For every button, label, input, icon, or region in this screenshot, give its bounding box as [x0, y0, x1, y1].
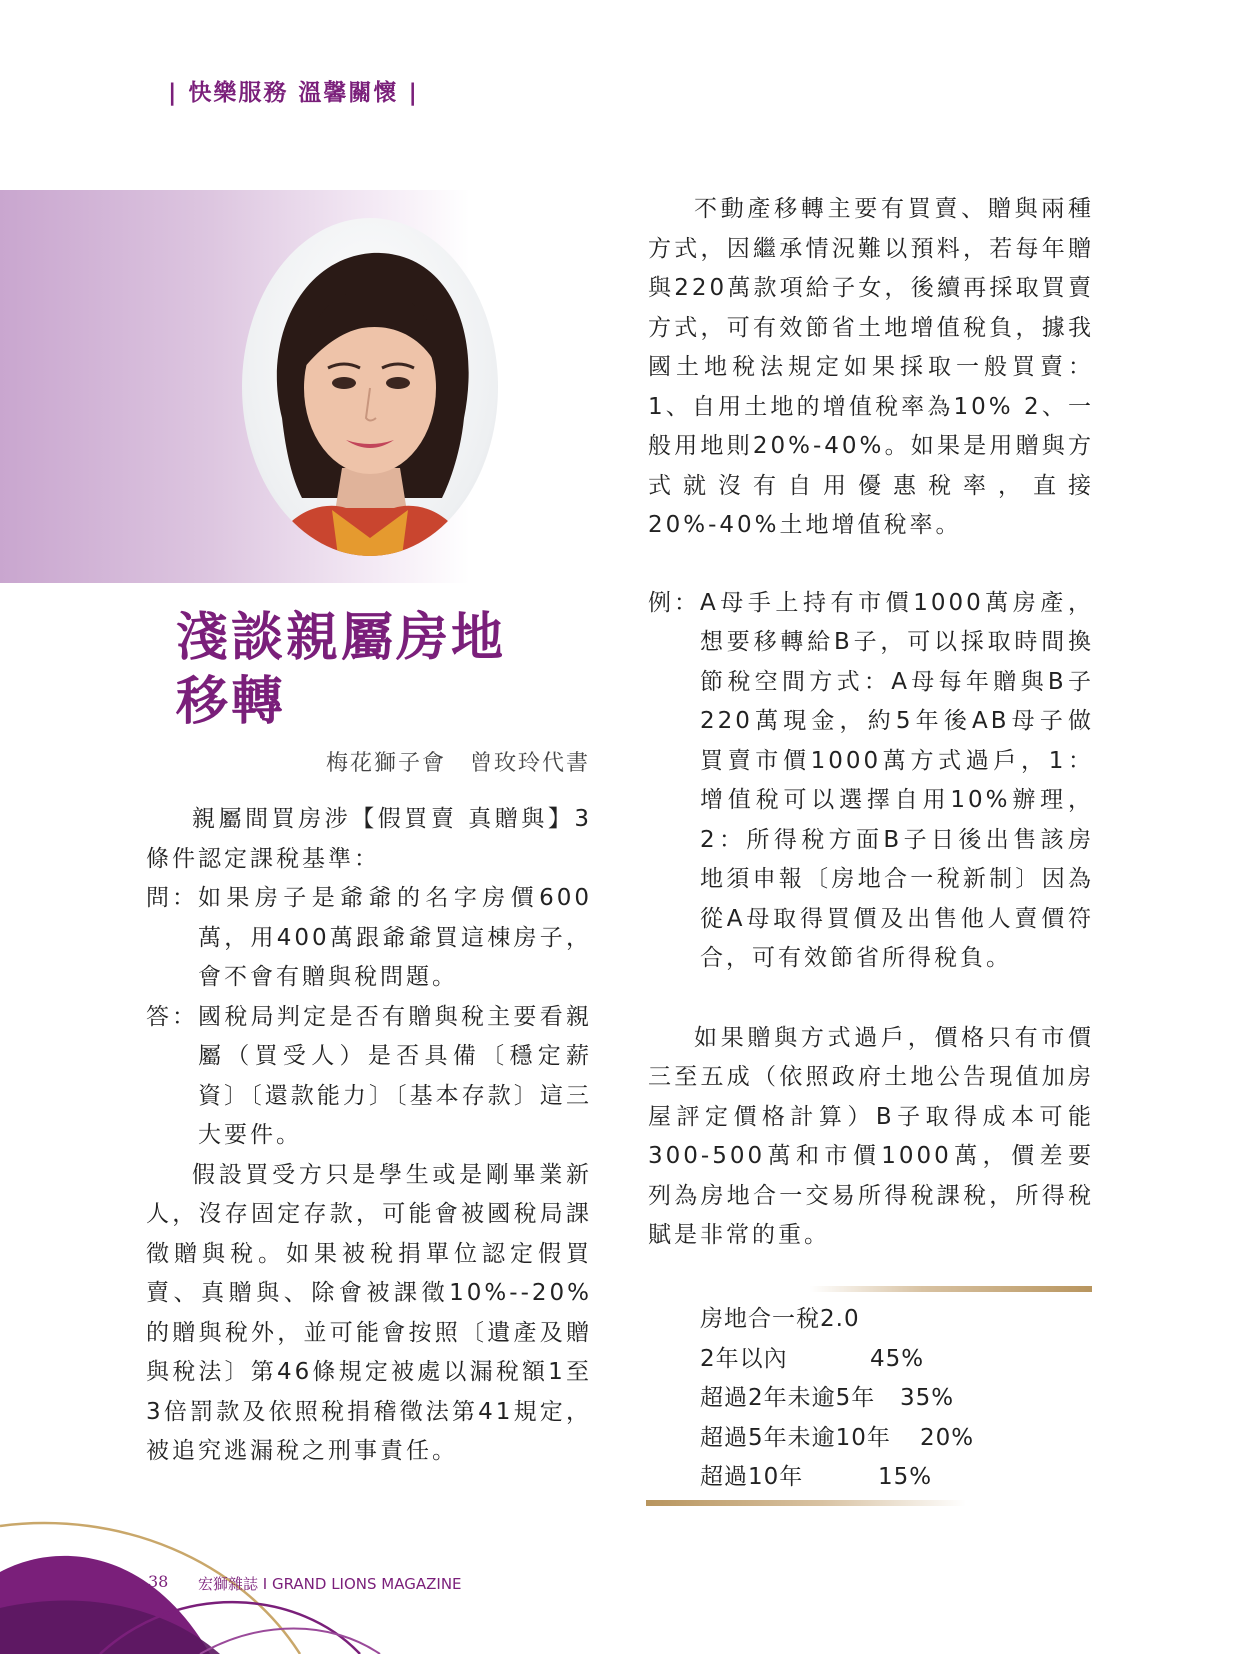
- example-block: [648, 584, 1094, 979]
- penalty-paragraph: 假設買受方只是學生或是剛畢業新人，沒存固定存款，可能會被國稅局課徵贈與稅。如果被稅捐單位認定假買賣、真贈與、除會被課徵10%--20%的贈與稅外，並可能會按照〔遺產及贈與稅法〕第46條規定被處以漏稅額1至3倍罰款及依照稅捐稽徵法第41規定，被追究逃漏稅之刑事責任。: [146, 1161, 592, 1464]
- tax-row: [700, 1419, 974, 1459]
- transfer-paragraph: 不動產移轉主要有買賣、贈與兩種方式，因繼承情況難以預料，若每年贈與220萬款項給子女，後續再採取買賣方式，可有效節省土地增值稅負，據我國土地稅法規定如果採取一般買賣：1、自用土地的增值稅率為10% 2、一般用地則20%-40%。如果是用贈與方式就沒有自用優惠稅率，直接20%-40%土地增值稅率。: [648, 196, 1094, 538]
- section-header: [168, 74, 419, 107]
- tax-row-label: 超過2年未逾5年: [700, 1385, 876, 1411]
- header-text: 快樂服務 溫馨關懷: [188, 80, 399, 106]
- tax-row-label: 2年以內: [700, 1345, 788, 1372]
- magazine-name: 宏獅雜誌 I GRAND LIONS MAGAZINE: [198, 1575, 462, 1593]
- gift-transfer-paragraph: 如果贈與方式過戶，價格只有市價三至五成（依照政府土地公告現值加房屋評定價格計算）B子取得成本可能300-500萬和市價1000萬，價差要列為房地合一交易所得稅課稅，所得稅賦是非常的重。: [648, 1024, 1094, 1248]
- article-byline: 梅花獅子會 曾玫玲代書: [326, 751, 591, 776]
- left-column: [146, 800, 592, 1472]
- question-block: [146, 879, 592, 998]
- article-title: [176, 606, 506, 734]
- spacer: [648, 979, 1094, 1019]
- header-divider: |: [408, 80, 419, 106]
- tax-row-rate: 15%: [878, 1464, 933, 1490]
- tax-row-rate: 20%: [920, 1424, 975, 1451]
- tax-row-rate: 45%: [870, 1345, 925, 1372]
- intro-paragraph: 親屬間買房涉【假買賣 真贈與】3條件認定課稅基準：: [146, 806, 592, 872]
- answer-block: [146, 998, 592, 1156]
- tax-row: [700, 1458, 974, 1498]
- page-number: 38: [148, 1572, 169, 1591]
- tax-rate-box: [700, 1300, 974, 1498]
- tax-row: [700, 1379, 974, 1419]
- question-text: 如果房子是爺爺的名字房價600萬，用400萬跟爺爺買這棟房子，會不會有贈與稅問題。: [198, 885, 592, 990]
- tax-row-rate: 35%: [900, 1385, 955, 1411]
- tax-row: [700, 1340, 974, 1380]
- article-title-line1: 淺談親屬房地: [176, 608, 507, 668]
- header-divider: |: [168, 80, 179, 106]
- author-portrait: [242, 218, 498, 556]
- portrait-illustration: [242, 218, 498, 556]
- question-label: 問：: [146, 885, 198, 911]
- tax-box-title: 房地合一稅2.0: [700, 1306, 860, 1332]
- example-label: 例：: [648, 589, 700, 616]
- example-text: A母手上持有市價1000萬房產，想要移轉給B子，可以採取時間換節稅空間方式：A母每年贈與B子220萬現金，約5年後AB母子做買賣市價1000萬方式過戶，1：增值稅可以選擇自用10%辦理，2：所得稅方面B子日後出售該房地須申報〔房地合一稅新制〕因為從A母取得買價及出售他人賣價符合，可有效節省所得稅負。: [700, 589, 1094, 971]
- gold-divider-top: [810, 1286, 1092, 1292]
- answer-text: 國稅局判定是否有贈與稅主要看親屬（買受人）是否具備〔穩定薪資〕〔還款能力〕〔基本存款〕這三大要件。: [198, 1003, 592, 1148]
- gold-divider-bottom: [646, 1500, 966, 1506]
- tax-row-label: 超過10年: [700, 1464, 804, 1490]
- tax-row-label: 超過5年未逾10年: [700, 1424, 891, 1451]
- answer-label: 答：: [146, 1003, 198, 1030]
- spacer: [648, 546, 1094, 584]
- article-title-line2: 移轉: [176, 672, 287, 732]
- right-column: [648, 190, 1094, 1256]
